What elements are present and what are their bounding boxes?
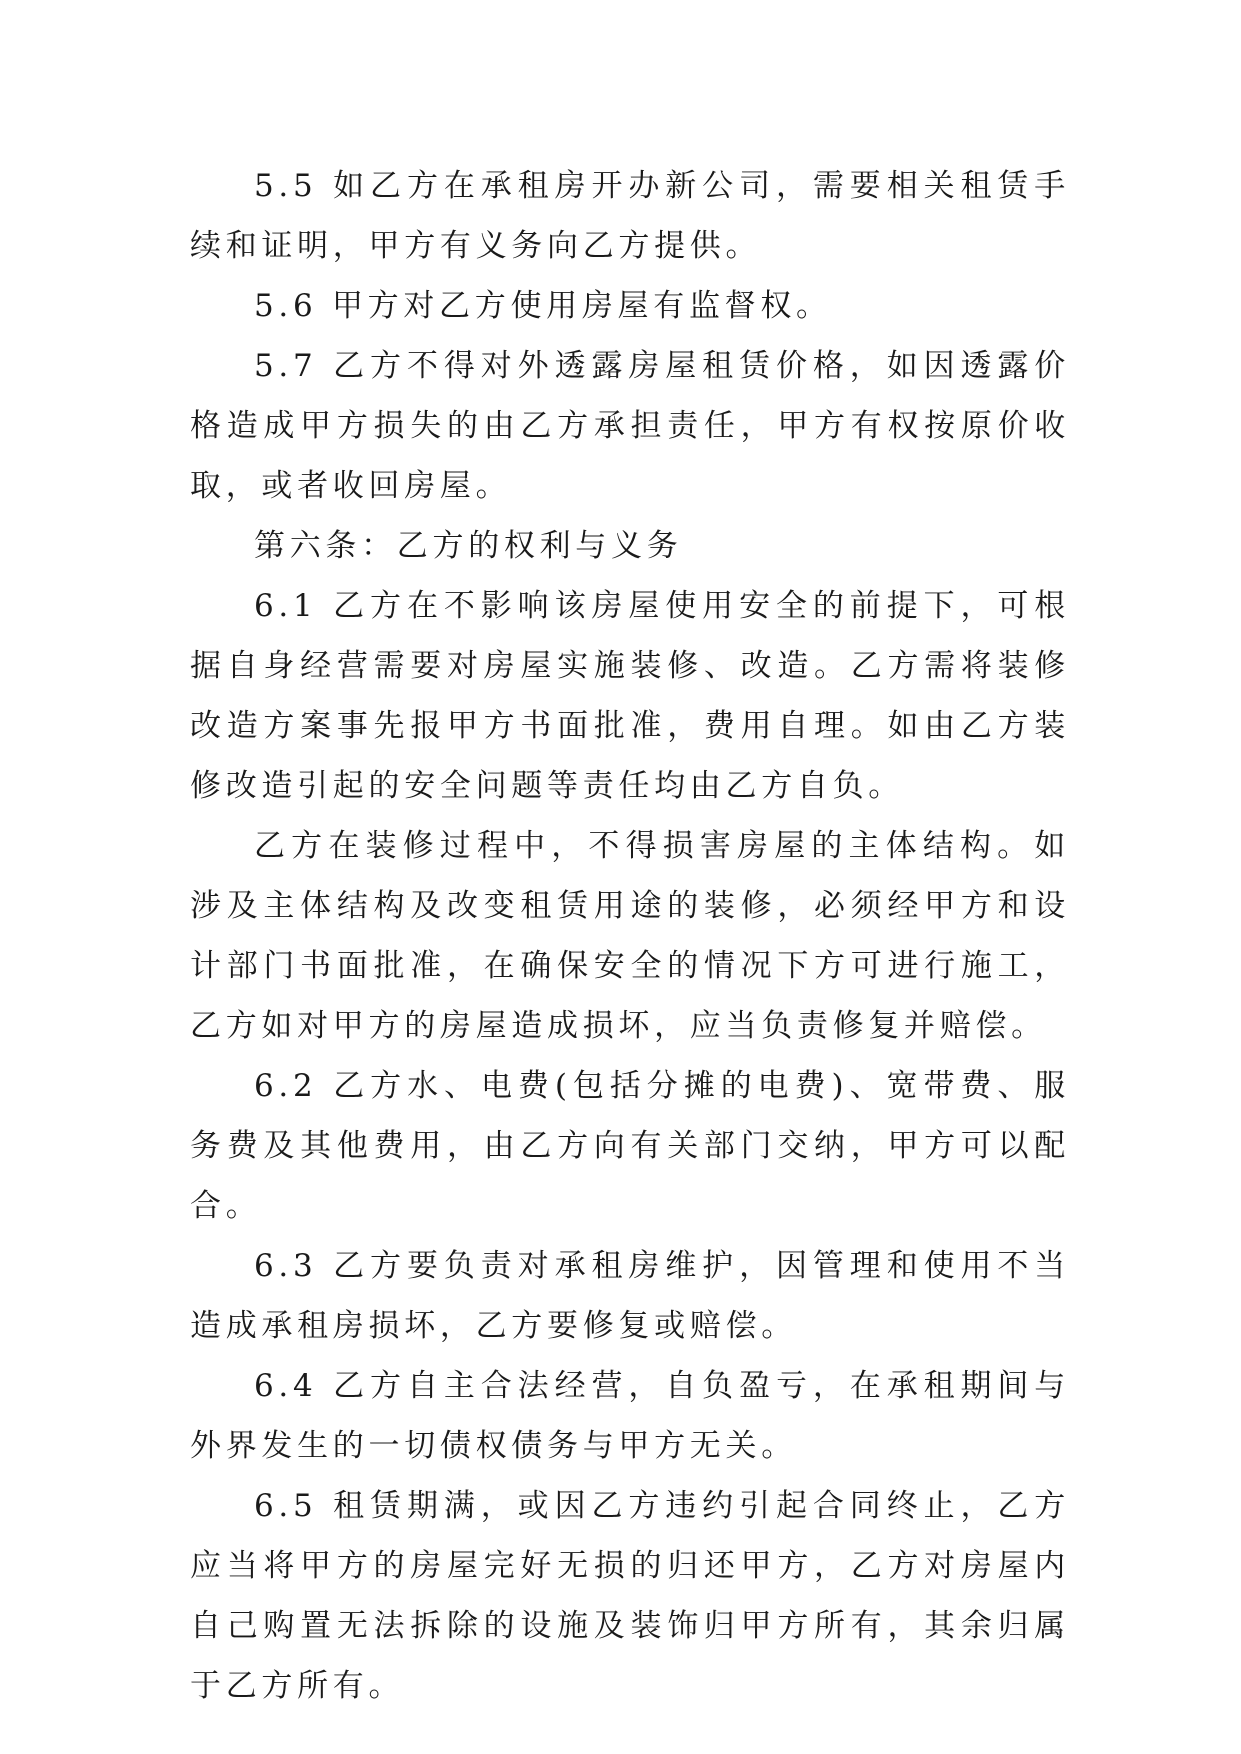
paragraph-6-2: 6.2 乙方水、电费(包括分摊的电费)、宽带费、服务费及其他费用，由乙方向有关部门交纳，甲方可以配合。 (190, 1068, 1070, 1224)
paragraph-6-4: 6.4 乙方自主合法经营，自负盈亏，在承租期间与外界发生的一切债权债务与甲方无关。 (190, 1368, 1070, 1464)
document-body (190, 156, 1070, 1716)
paragraph-6-3: 6.3 乙方要负责对承租房维护，因管理和使用不当造成承租房损坏，乙方要修复或赔偿。 (190, 1248, 1070, 1344)
paragraph-5-6: 5.6 甲方对乙方使用房屋有监督权。 (254, 288, 832, 324)
paragraph-6-5: 6.5 租赁期满，或因乙方违约引起合同终止，乙方应当将甲方的房屋完好无损的归还甲方，乙方对房屋内自己购置无法拆除的设施及装饰归甲方所有，其余归属于乙方所有。 (190, 1488, 1070, 1704)
paragraph-5-7: 5.7 乙方不得对外透露房屋租赁价格，如因透露价格造成甲方损失的由乙方承担责任，甲方有权按原价收取，或者收回房屋。 (190, 348, 1070, 504)
section-heading-article-6: 第六条：乙方的权利与义务 (254, 528, 683, 564)
paragraph-5-5: 5.5 如乙方在承租房开办新公司，需要相关租赁手续和证明，甲方有义务向乙方提供。 (190, 168, 1070, 264)
paragraph-6-1: 6.1 乙方在不影响该房屋使用安全的前提下，可根据自身经营需要对房屋实施装修、改造。乙方需将装修改造方案事先报甲方书面批准，费用自理。如由乙方装修改造引起的安全问题等责任均由乙方自负。 (190, 588, 1070, 804)
paragraph-6-1-renovation: 乙方在装修过程中，不得损害房屋的主体结构。如涉及主体结构及改变租赁用途的装修，必须经甲方和设计部门书面批准，在确保安全的情况下方可进行施工，乙方如对甲方的房屋造成损坏，应当负责修复并赔偿。 (190, 828, 1070, 1044)
